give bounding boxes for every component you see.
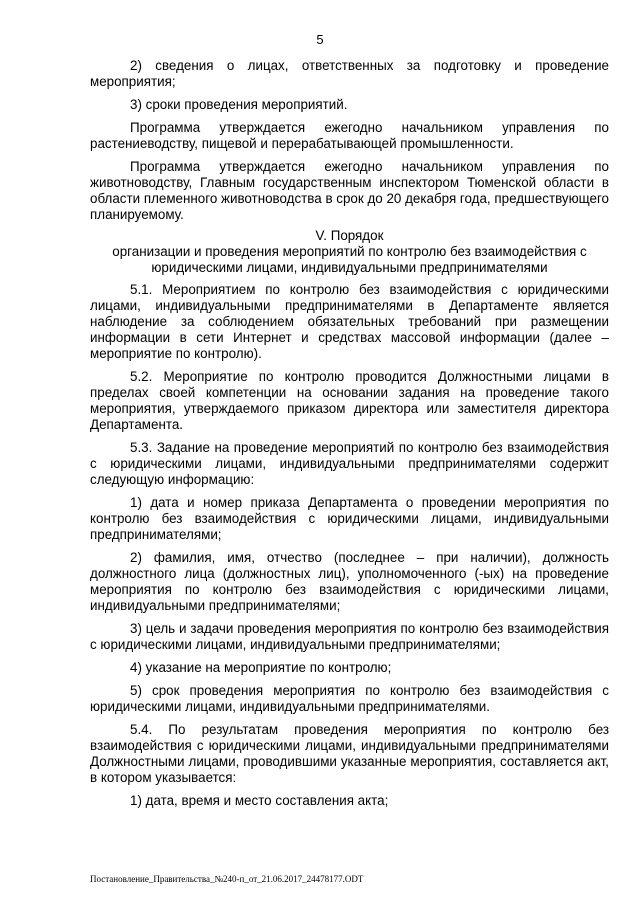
paragraph: 4) указание на мероприятие по контролю; <box>130 660 392 675</box>
section-heading-subtitle-line: организации и проведения мероприятий по контролю без взаимодействия с <box>112 244 587 259</box>
paragraph: 5.1. Мероприятием по контролю без взаимодействия с юридическими лицами, индивидуальными предпринимателями в Департаменте является наблюдение за соблюдением обязательных требований при размещении информации в сети Интернет и средствах массовой информации (далее – мероприятие по контролю). <box>90 282 609 361</box>
paragraph: Программа утверждается ежегодно начальником управления по животноводству, Главным государственным инспектором Тюменской области в области племенного животноводства в срок до 20 декабря года, предшествующего планируемому. <box>90 159 609 222</box>
section-heading <box>90 228 609 276</box>
document-footer: Постановление_Правительства_№240-п_от_21.06.2017_24478177.ODT <box>90 874 364 884</box>
paragraph: 1) дата, время и место составления акта; <box>130 793 389 808</box>
paragraph: 5.2. Мероприятие по контролю проводится Должностными лицами в пределах своей компетенции на основании задания на проведение такого мероприятия, утверждаемого приказом директора или заместителя директора Департамента. <box>90 369 609 432</box>
section-heading-subtitle-line: юридическими лицами, индивидуальными предпринимателями <box>151 260 548 275</box>
paragraph: 5.3. Задание на проведение мероприятий по контролю без взаимодействия с юридическими лицами, индивидуальными предпринимателями содержит следующую информацию: <box>90 440 609 487</box>
paragraph: 5) срок проведения мероприятия по контролю без взаимодействия с юридическими лицами, индивидуальными предпринимателями. <box>90 683 609 714</box>
document-body <box>90 58 609 816</box>
paragraph: 1) дата и номер приказа Департамента о проведении мероприятия по контролю без взаимодействия с юридическими лицами, индивидуальными предпринимателями; <box>90 495 609 542</box>
paragraph: 2) сведения о лицах, ответственных за подготовку и проведение мероприятия; <box>90 58 609 89</box>
page-number: 5 <box>316 32 324 47</box>
paragraph: 5.4. По результатам проведения мероприятия по контролю без взаимодействия с юридическими лицами, индивидуальными предпринимателями Должностными лицами, проводившими указанные мероприятия, составляется акт, в котором указывается: <box>90 722 609 785</box>
paragraph: Программа утверждается ежегодно начальником управления по растениеводству, пищевой и перерабатывающей промышленности. <box>90 120 609 151</box>
paragraph: 3) цель и задачи проведения мероприятия по контролю без взаимодействия с юридическими лицами, индивидуальными предпринимателями; <box>90 621 609 652</box>
section-heading-title: V. Порядок <box>315 228 384 243</box>
paragraph: 3) сроки проведения мероприятий. <box>130 97 348 112</box>
paragraph: 2) фамилия, имя, отчество (последнее – при наличии), должность должностного лица (должностных лиц), уполномоченного (-ых) на проведение мероприятия по контролю без взаимодействия с юридическими лицами, индивидуальными предпринимателями; <box>90 550 609 613</box>
